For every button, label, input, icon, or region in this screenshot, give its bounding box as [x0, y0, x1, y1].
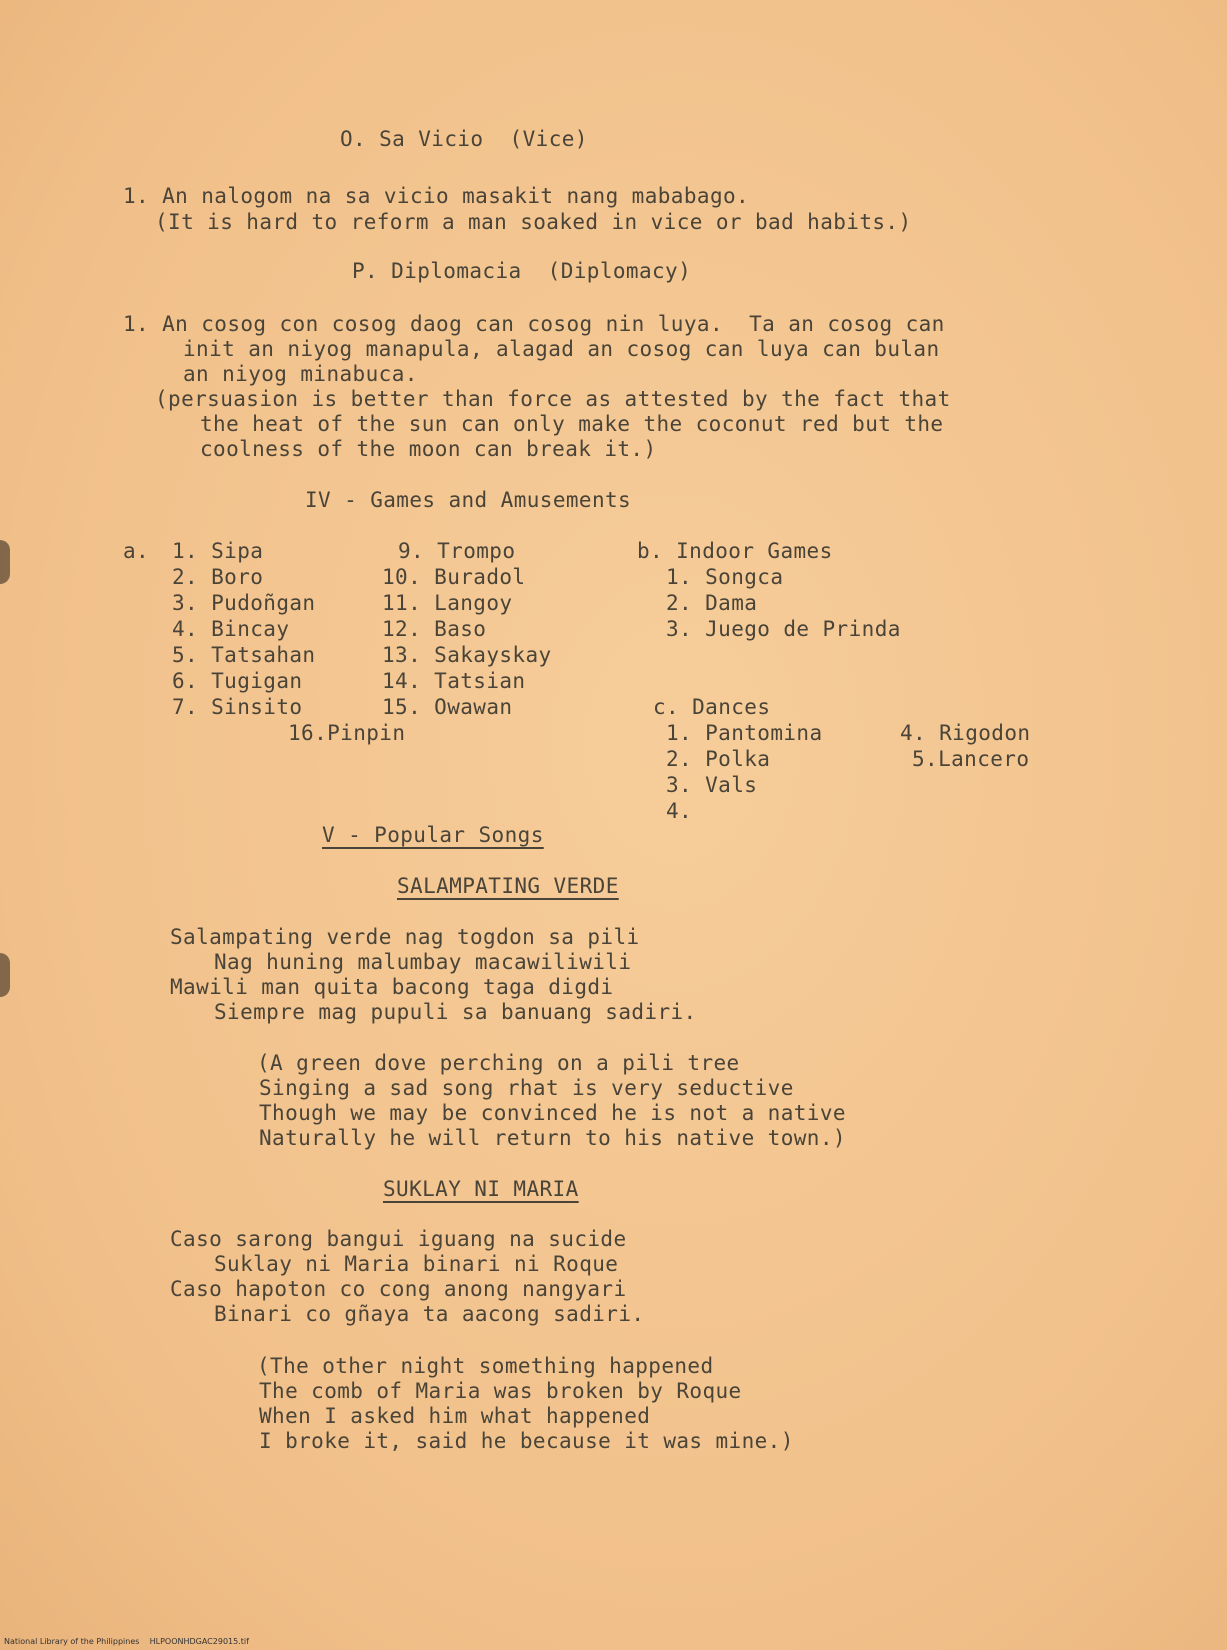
song1-line: Siempre mag pupuli sa banuang sadiri.	[214, 1000, 697, 1024]
song1-line: Salampating verde nag togdon sa pili	[170, 925, 640, 949]
song1-title: SALAMPATING VERDE	[397, 874, 619, 898]
games-heading: IV - Games and Amusements	[305, 488, 632, 512]
archive-footer: National Library of the Philippines HLPOONHDGAC29015.tif	[4, 1637, 249, 1646]
diplomacy-line-6: coolness of the moon can break it.)	[200, 437, 657, 461]
song2-line: Caso sarong bangui iguang na sucide	[170, 1227, 627, 1251]
binding-hole	[0, 953, 10, 997]
indoor-games-title: b. Indoor Games	[637, 539, 833, 563]
diplomacy-line-4: (persuasion is better than force as attested by the fact that	[155, 387, 951, 411]
game-item: 16.Pinpin	[288, 721, 406, 745]
songs-heading: V - Popular Songs	[322, 823, 544, 847]
game-item: 1. Sipa	[172, 539, 264, 563]
dance-item: 4.	[666, 799, 693, 823]
game-item: 10. Buradol	[382, 565, 526, 589]
game-item: 11. Langoy	[382, 591, 513, 615]
song2-line: Binari co gñaya ta aacong sadiri.	[214, 1302, 645, 1326]
song2-translation-line: I broke it, said he because it was mine.)	[259, 1429, 794, 1453]
song2-title: SUKLAY NI MARIA	[383, 1177, 579, 1201]
game-item: 15. Owawan	[382, 695, 513, 719]
song2-translation-line: When I asked him what happened	[259, 1404, 651, 1428]
diplomacy-line-5: the heat of the sun can only make the coconut red but the	[200, 412, 944, 436]
indoor-game-item: 2. Dama	[666, 591, 758, 615]
dance-item: 4. Rigodon	[900, 721, 1031, 745]
vice-proverb: 1. An nalogom na sa vicio masakit nang mababago.	[123, 184, 750, 208]
indoor-game-item: 1. Songca	[666, 565, 784, 589]
song1-translation-line: Naturally he will return to his native town.)	[259, 1126, 846, 1150]
vice-heading: O. Sa Vicio (Vice)	[340, 127, 588, 151]
binding-hole	[0, 540, 10, 584]
dance-item: 1. Pantomina	[666, 721, 823, 745]
game-item: 4. Bincay	[172, 617, 290, 641]
song2-translation-line: (The other night something happened	[257, 1354, 714, 1378]
song1-translation-line: (A green dove perching on a pili tree	[257, 1051, 740, 1075]
song2-line: Caso hapoton co cong anong nangyari	[170, 1277, 627, 1301]
game-item: 13. Sakayskay	[382, 643, 552, 667]
diplomacy-line-1: 1. An cosog con cosog daog can cosog nin luya. Ta an cosog can	[123, 312, 945, 336]
dances-title: c. Dances	[653, 695, 771, 719]
song1-line: Mawili man quita bacong taga digdi	[170, 975, 614, 999]
game-item: 3. Pudoñgan	[172, 591, 316, 615]
diplomacy-line-3: an niyog minabuca.	[183, 362, 418, 386]
dance-item: 3. Vals	[666, 773, 758, 797]
diplomacy-heading: P. Diplomacia (Diplomacy)	[352, 259, 692, 283]
game-item: 12. Baso	[382, 617, 487, 641]
song1-translation-line: Though we may be convinced he is not a native	[259, 1101, 846, 1125]
game-item: 9. Trompo	[398, 539, 516, 563]
game-item: 14. Tatsian	[382, 669, 526, 693]
game-item: 6. Tugigan	[172, 669, 303, 693]
song1-translation-line: Singing a sad song rhat is very seductive	[259, 1076, 794, 1100]
indoor-game-item: 3. Juego de Prinda	[666, 617, 901, 641]
vice-translation: (It is hard to reform a man soaked in vice or bad habits.)	[155, 210, 912, 234]
game-item: 7. Sinsito	[172, 695, 303, 719]
outdoor-label: a.	[123, 539, 150, 563]
dance-item: 5.Lancero	[912, 747, 1030, 771]
diplomacy-line-2: init an niyog manapula, alagad an cosog can luya can bulan	[183, 337, 940, 361]
game-item: 5. Tatsahan	[172, 643, 316, 667]
song1-line: Nag huning malumbay macawiliwili	[214, 950, 632, 974]
song2-translation-line: The comb of Maria was broken by Roque	[259, 1379, 742, 1403]
game-item: 2. Boro	[172, 565, 264, 589]
song2-line: Suklay ni Maria binari ni Roque	[214, 1252, 619, 1276]
dance-item: 2. Polka	[666, 747, 771, 771]
